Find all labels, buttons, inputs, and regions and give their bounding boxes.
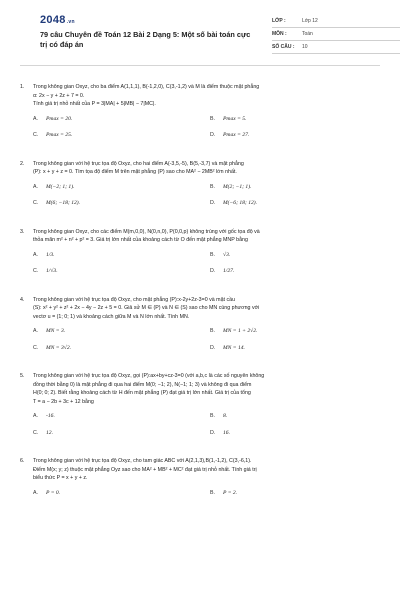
question-first-line: [20, 160, 380, 169]
option-letter: A.: [33, 251, 39, 258]
option-text: MN = 1 + 2√2.: [223, 328, 258, 334]
question-1: [20, 83, 380, 140]
answer-option[interactable]: [210, 115, 380, 124]
question-text-line: (S): x² + y² + z² + 2x − 4y − 2z + 5 = 0. Giả sử M ∈ (P) và N ∈ (S) sao cho MN cùng phương với: [33, 305, 260, 311]
question-text-line: α: 2x − y + 2z + 7 = 0.: [33, 92, 85, 99]
question-text-line: H(0; 0; 2). Biết rằng khoảng cách từ H đến mặt phẳng (P) đạt giá trị lớn nhất. Giá trị của tổng: [33, 390, 251, 396]
option-text: Pmax = 25.: [46, 132, 73, 138]
option-text: M(−6; 18; 12).: [223, 200, 258, 206]
option-letter: B.: [210, 183, 216, 190]
option-text: 8.: [223, 413, 228, 419]
option-text: 12.: [46, 429, 53, 436]
question-first-line: [20, 83, 380, 92]
answer-option[interactable]: [210, 131, 380, 140]
answer-option[interactable]: [210, 429, 380, 438]
answer-option[interactable]: [210, 251, 380, 260]
option-letter: D.: [210, 200, 216, 206]
logo-suffix: .vn: [66, 19, 75, 25]
option-text: M(−2; 1; 1).: [46, 183, 75, 190]
question-number: 4.: [20, 296, 25, 303]
info-row-subject: [272, 28, 400, 41]
option-text: MN = 3.: [46, 328, 66, 334]
option-letter: D.: [210, 268, 216, 274]
option-letter: A.: [33, 183, 39, 190]
option-text: M(2; −1; 1).: [223, 183, 252, 190]
question-text-line: vectơ u = (1; 0; 1) và khoảng cách giữa M và N lớn nhất. Tính MN.: [33, 313, 190, 320]
option-text: 1/√3.: [46, 268, 58, 274]
question-number: 5.: [20, 373, 25, 379]
question-5: [20, 372, 380, 437]
answer-options: [20, 412, 380, 437]
question-2: [20, 160, 380, 208]
question-text: Trong không gian với hệ trục tọa độ Oxyz, cho mặt phẳng (P):x-2y+2z-3=0 và mặt cầu: [33, 296, 236, 303]
answer-option[interactable]: [210, 412, 380, 421]
option-letter: B.: [210, 115, 216, 122]
answer-option[interactable]: [33, 115, 210, 124]
answer-option[interactable]: [33, 199, 210, 208]
question-text-line: T = a − 2b + 3c + 12 bằng: [33, 398, 94, 405]
question-text: Trong không gian Oxyz, cho các điểm M(m,0,0), N(0,n,0), P(0,0,p) không trùng với gốc tọa độ và: [33, 228, 260, 235]
option-text: 16.: [223, 429, 230, 436]
question-text-line: (P): x + y + z = 0. Tìm tọa độ điểm M trên mặt phẳng (P) sao cho MA² − 2MB² lớn nhất.: [33, 169, 237, 175]
question-first-line: [20, 457, 380, 466]
answer-option[interactable]: [210, 199, 380, 208]
option-letter: B.: [210, 328, 216, 334]
answer-option[interactable]: [210, 489, 380, 498]
option-text: P = 2.: [223, 489, 238, 496]
document-title: 79 câu Chuyên đề Toán 12 Bài 2 Dạng 5: Một số bài toán cực trị có đáp án: [40, 30, 251, 49]
question-text: Trong không gian Oxyz, cho ba điểm A(1,1,1), B(-1,2,0), C(3,-1,2) và M là điểm thuộc mặt phẳng: [33, 84, 260, 90]
answer-options: [20, 489, 380, 498]
document-header: [20, 0, 380, 66]
option-letter: D.: [210, 344, 216, 351]
answer-option[interactable]: [210, 267, 380, 276]
site-logo[interactable]: [40, 14, 75, 26]
option-letter: D.: [210, 429, 216, 436]
answer-option[interactable]: [33, 412, 210, 421]
question-number: 1.: [20, 84, 25, 90]
option-letter: C.: [33, 268, 39, 274]
question-number: 2.: [20, 160, 25, 167]
info-label: MÔN :: [272, 31, 287, 37]
answer-option[interactable]: [33, 327, 210, 336]
answer-option[interactable]: [33, 429, 210, 438]
option-letter: C.: [33, 429, 39, 436]
option-text: 1/3.: [46, 251, 55, 258]
option-letter: C.: [33, 200, 39, 206]
question-text-line: Điểm M(x; y; z) thuộc mặt phẳng Oyz sao cho MA² + MB² + MC² đạt giá trị nhỏ nhất. Tính giá trị: [33, 466, 257, 473]
option-text: P = 0.: [46, 489, 61, 496]
answer-option[interactable]: [33, 131, 210, 140]
header-divider: [20, 65, 380, 66]
answer-options: [20, 115, 380, 140]
answer-option[interactable]: [33, 251, 210, 260]
question-3: [20, 228, 380, 276]
option-letter: B.: [210, 413, 216, 419]
info-box: [272, 15, 400, 54]
answer-options: [20, 327, 380, 352]
option-text: M(6; −18; 12).: [46, 200, 81, 206]
option-text: MN = 3√2.: [46, 344, 72, 351]
question-text: Trong không gian với hệ trục tọa độ Oxyz, gọi (P):ax+by+cz-3=0 (với a,b,c là các số nguyên không: [33, 373, 265, 379]
answer-option[interactable]: [210, 327, 380, 336]
info-value: Lớp 12: [302, 18, 318, 24]
logo-text: 2048: [40, 14, 66, 26]
option-letter: A.: [33, 413, 39, 419]
info-row-question-count: [272, 41, 400, 54]
info-row-class: [272, 15, 400, 28]
question-6: [20, 457, 380, 497]
option-letter: A.: [33, 328, 39, 334]
option-letter: D.: [210, 132, 216, 138]
answer-options: [20, 183, 380, 208]
answer-option[interactable]: [33, 489, 210, 498]
question-number: 6.: [20, 458, 25, 464]
question-4: [20, 296, 380, 353]
option-text: Pmax = 20.: [46, 115, 73, 122]
answer-option[interactable]: [33, 344, 210, 353]
question-list: [20, 83, 380, 497]
answer-option[interactable]: [210, 344, 380, 353]
option-text: -16.: [46, 413, 55, 419]
question-text-line: biểu thức P = x + y + z.: [33, 475, 88, 481]
option-letter: A.: [33, 489, 39, 496]
answer-options: [20, 251, 380, 276]
option-text: Pmax = 27.: [223, 132, 250, 138]
option-letter: A.: [33, 115, 39, 122]
question-text-line: Tính giá trị nhỏ nhất của P = 3|MA| + 5|MB| − 7|MC|.: [33, 101, 156, 107]
question-number: 3.: [20, 228, 25, 235]
question-text-line: thỏa mãn m² + n² + p² = 3. Giá trị lớn nhất của khoảng cách từ O đến mặt phẳng MNP bằng: [33, 237, 248, 243]
question-text-line: đồng thời bằng 0) là mặt phẳng đi qua hai điểm M(0; −1; 2), N(−1; 1; 3) và không đi qua điểm: [33, 381, 252, 388]
option-text: 1/27.: [223, 268, 235, 274]
option-letter: B.: [210, 489, 216, 496]
answer-option[interactable]: [33, 267, 210, 276]
option-letter: C.: [33, 344, 39, 351]
info-label: SỐ CÂU :: [272, 44, 295, 50]
option-text: Pmax = 5.: [223, 115, 247, 122]
info-label: LỚP :: [272, 18, 286, 24]
question-text: Trong không gian với hệ trục tọa độ Oxyz, cho tam giác ABC với A(2,1,3),B(1,-1,2), C(3,-6,1).: [33, 458, 252, 464]
info-value: Toán: [302, 31, 313, 37]
option-text: √3.: [223, 251, 231, 258]
option-letter: B.: [210, 251, 216, 258]
question-text: Trong không gian với hệ trục tọa độ Oxyz, cho hai điểm A(-3,5,-5), B(5,-3,7) và mặt phẳng: [33, 160, 244, 167]
option-letter: C.: [33, 132, 39, 138]
info-value: 10: [302, 44, 308, 50]
question-first-line: [20, 228, 380, 237]
answer-option[interactable]: [33, 183, 210, 192]
question-first-line: [20, 296, 380, 305]
question-first-line: [20, 372, 380, 381]
answer-option[interactable]: [210, 183, 380, 192]
option-text: MN = 14.: [223, 344, 245, 351]
